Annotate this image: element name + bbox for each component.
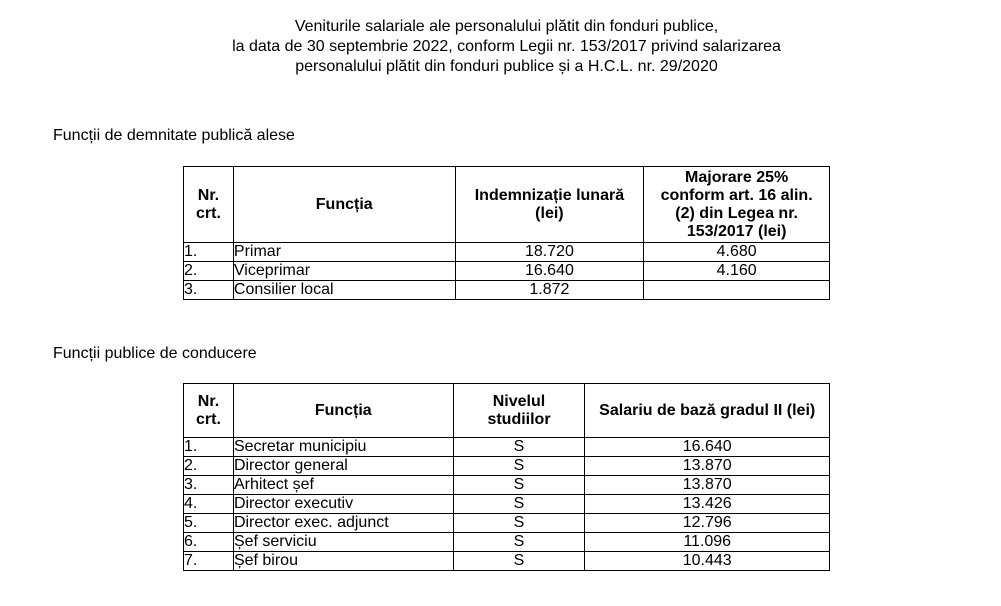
table-row — [184, 514, 830, 533]
header-text: conform art. 16 alin. — [660, 186, 813, 204]
header-majorare — [644, 167, 830, 243]
cell-functia: Șef serviciu — [233, 533, 453, 552]
title-line-2: la data de 30 septembrie 2022, conform Legii nr. 153/2017 privind salarizarea — [232, 38, 781, 55]
table-row — [184, 533, 830, 552]
cell-nivel: S — [453, 457, 585, 476]
table-row — [184, 281, 830, 300]
cell-functia: Consilier local — [233, 281, 455, 300]
cell-functia: Șef birou — [233, 552, 453, 571]
header-functia: Funcția — [233, 167, 455, 243]
elected-officials-table — [183, 166, 830, 300]
table-row — [184, 476, 830, 495]
document-title — [0, 17, 1001, 77]
table-row — [184, 457, 830, 476]
management-positions-table — [183, 383, 830, 571]
cell-nr: 4. — [184, 495, 234, 514]
header-text: crt. — [196, 410, 221, 428]
header-text: Nr. — [197, 392, 220, 410]
cell-nr: 1. — [184, 438, 234, 457]
header-nivel-studii — [453, 384, 585, 438]
cell-nr: 7. — [184, 552, 234, 571]
cell-salariu: 10.443 — [585, 552, 830, 571]
cell-functia: Arhitect șef — [233, 476, 453, 495]
header-text: Majorare 25% — [685, 168, 789, 186]
header-text: Nr. — [197, 186, 220, 204]
cell-majorare: 4.680 — [644, 243, 830, 262]
cell-nr: 5. — [184, 514, 234, 533]
table-header-row — [184, 167, 830, 243]
header-indemnizatie — [455, 167, 644, 243]
cell-nr: 1. — [184, 243, 234, 262]
cell-nr: 6. — [184, 533, 234, 552]
cell-functia: Primar — [233, 243, 455, 262]
cell-indemnizatie: 16.640 — [455, 262, 644, 281]
cell-salariu: 13.426 — [585, 495, 830, 514]
cell-nr: 3. — [184, 281, 234, 300]
header-text: (2) din Legea nr. — [675, 204, 798, 222]
table-row — [184, 495, 830, 514]
header-text: 153/2017 (lei) — [686, 222, 787, 240]
title-line-1: Veniturile salariale ale personalului plătit din fonduri publice, — [294, 18, 719, 35]
cell-functia: Director exec. adjunct — [233, 514, 453, 533]
cell-salariu: 11.096 — [585, 533, 830, 552]
cell-functia: Viceprimar — [233, 262, 455, 281]
cell-nr: 2. — [184, 262, 234, 281]
table-row — [184, 552, 830, 571]
cell-nivel: S — [453, 495, 585, 514]
title-line-3: personalului plătit din fonduri publice și a H.C.L. nr. 29/2020 — [295, 58, 718, 75]
header-functia: Funcția — [233, 384, 453, 438]
cell-salariu: 16.640 — [585, 438, 830, 457]
cell-functia: Secretar municipiu — [233, 438, 453, 457]
header-nr-crt — [184, 167, 234, 243]
header-text: Nivelul — [492, 392, 546, 410]
cell-functia: Director executiv — [233, 495, 453, 514]
cell-functia: Director general — [233, 457, 453, 476]
cell-majorare — [644, 281, 830, 300]
table-row — [184, 243, 830, 262]
cell-nr: 2. — [184, 457, 234, 476]
header-text: Indemnizație lunară — [474, 186, 625, 204]
header-text: crt. — [196, 204, 221, 222]
cell-nr: 3. — [184, 476, 234, 495]
header-text: studiilor — [487, 410, 551, 428]
header-nr-crt — [184, 384, 234, 438]
section-heading-elected-officials: Funcții de demnitate publică alese — [53, 127, 295, 144]
cell-salariu: 13.870 — [585, 476, 830, 495]
table-row — [184, 262, 830, 281]
cell-nivel: S — [453, 476, 585, 495]
cell-nivel: S — [453, 552, 585, 571]
cell-nivel: S — [453, 438, 585, 457]
table-row — [184, 438, 830, 457]
cell-nivel: S — [453, 514, 585, 533]
cell-salariu: 13.870 — [585, 457, 830, 476]
cell-indemnizatie: 18.720 — [455, 243, 644, 262]
cell-salariu: 12.796 — [585, 514, 830, 533]
header-salariu: Salariu de bază gradul II (lei) — [585, 384, 830, 438]
cell-nivel: S — [453, 533, 585, 552]
section-heading-management-positions: Funcții publice de conducere — [53, 345, 257, 362]
table-header-row — [184, 384, 830, 438]
cell-indemnizatie: 1.872 — [455, 281, 644, 300]
header-text: (lei) — [535, 204, 564, 222]
cell-majorare: 4.160 — [644, 262, 830, 281]
